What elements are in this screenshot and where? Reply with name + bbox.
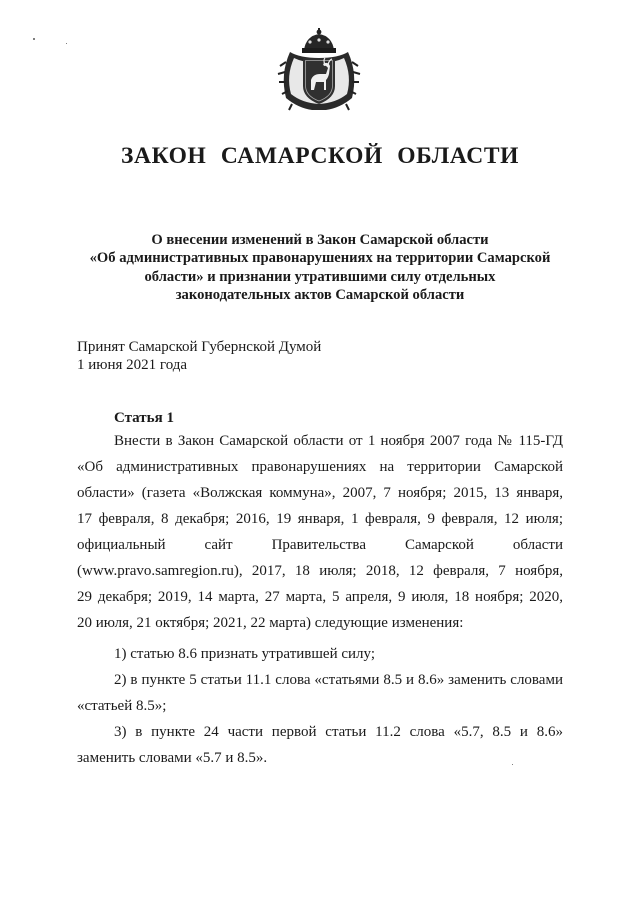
article-title: Статья 1 [114,410,174,426]
samara-coat-of-arms-icon [276,28,362,112]
law-subject-line: законодательных актов Самарской области [175,287,465,304]
scan-speck [33,38,35,40]
law-subject-line: О внесении изменений в Закон Самарской области [151,232,489,248]
scan-speck [66,43,67,44]
amendment-item-3 [77,719,563,771]
paragraph-line: «статьей 8.5»; [77,698,167,714]
law-title: ЗАКОН САМАРСКОЙ ОБЛАСТИ [121,143,519,169]
paragraph-line: заменить словами «5.7 и 8.5». [77,750,268,766]
law-subject [60,231,580,305]
law-subject-line: области» и признании утратившими силу отдельных [144,268,496,285]
amendment-item-1 [77,641,563,667]
paragraph-line: области» (газета «Волжская коммуна», 2007, 7 ноября; 2015, 13 января, [77,485,563,501]
paragraph-line: официальный сайт Правительства Самарской области [77,537,563,553]
paragraph-line: Внести в Закон Самарской области от 1 ноября 2007 года № 115-ГД [114,433,563,449]
paragraph-line: 29 декабря; 2019, 14 марта, 27 марта, 5 апреля, 9 июля, 18 ноября; 2020, [77,589,563,605]
amendment-item-2 [77,667,563,719]
adoption-note [77,338,321,374]
paragraph-line: 1) статью 8.6 признать утратившей силу; [114,646,375,662]
paragraph-line: (www.pravo.samregion.ru), 2017, 18 июля; 2018, 12 февраля, 7 ноября, [77,563,563,579]
paragraph-line: 3) в пункте 24 части первой статьи 11.2 слова «5.7, 8.5 и 8.6» [114,724,563,740]
law-subject-line: «Об административных правонарушениях на территории Самарской [89,250,551,267]
paragraph-line: «Об административных правонарушениях на территории Самарской [77,459,563,475]
article-intro-paragraph [77,428,563,636]
paragraph-line: 2) в пункте 5 статьи 11.1 слова «статьями 8.5 и 8.6» заменить словами [114,672,563,688]
adoption-body: Принят Самарской Губернской Думой [77,339,322,355]
paragraph-line: 20 июля, 21 октября; 2021, 22 марта) следующие изменения: [77,615,464,631]
adoption-date: 1 июня 2021 года [77,357,188,373]
paragraph-line: 17 февраля, 8 декабря; 2016, 19 января, 1 февраля, 9 февраля, 12 июля; [77,511,563,527]
